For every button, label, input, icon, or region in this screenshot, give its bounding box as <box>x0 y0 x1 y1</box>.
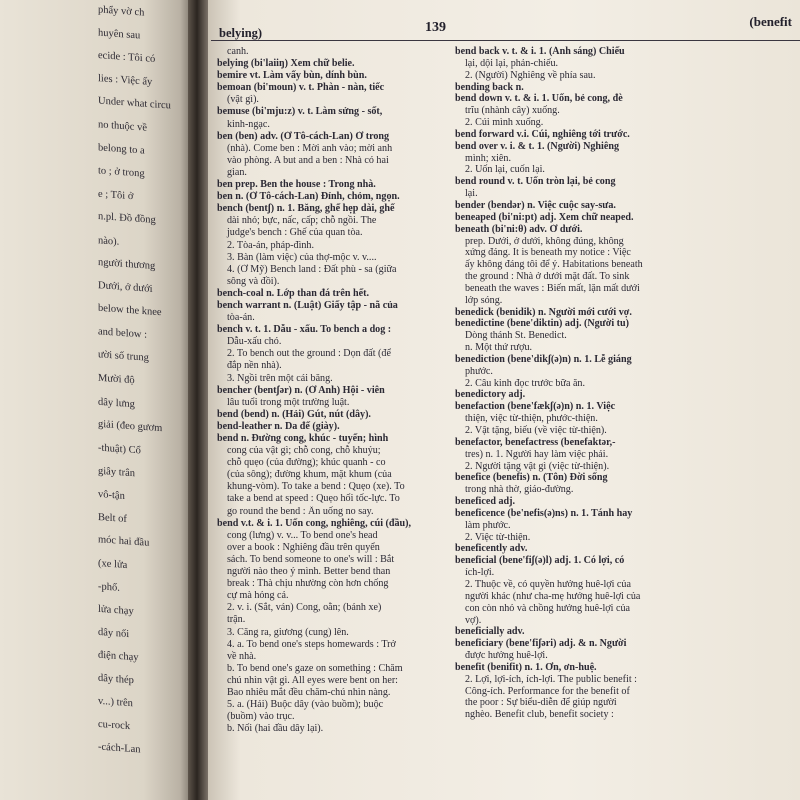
entry-definition-line: over a book : Nghiêng đầu trên quyển <box>227 541 380 553</box>
entry-definition-line: vợ). <box>465 614 482 626</box>
book-gutter <box>188 0 208 800</box>
header-rule <box>211 40 800 41</box>
entry-definition-line: ích-lợi. <box>465 567 495 579</box>
left-page-fragment: Under what circu <box>98 95 171 112</box>
entry-definition-line: take a bend at speed : Quẹo hối tốc-lực. To <box>227 493 400 505</box>
entry-headword-line: beneath (bi'ni:θ) adv. Ở dưới. <box>455 223 583 235</box>
entry-definition-line: trĩu (nhành cây) xuống. <box>465 105 560 117</box>
entry-definition-line: 2. Tòa-án, pháp-đình. <box>227 239 314 251</box>
entry-definition-line: 4. (Ở Mỹ) Bench land : Đất phù - sa (giữa <box>227 263 397 275</box>
entry-definition-line: về nhà. <box>227 650 257 662</box>
entry-definition-line: Dòng thánh St. Benedict. <box>465 330 567 342</box>
entry-definition-line: khung-vòm). To take a bend : Quẹo (xe). To <box>227 481 405 493</box>
entry-definition-line: nghèo. Benefit club, benefit society : <box>465 709 614 721</box>
entry-definition-line: ấy không đáng tôi để ý. Habitations beneath <box>465 259 643 271</box>
entry-definition-line: 3. Căng ra, giương (cung) lên. <box>227 626 349 638</box>
guide-word-left: belying) <box>219 26 263 40</box>
entry-definition-line: người khác (như cha-mẹ hưởng huê-lợi của <box>465 590 641 602</box>
entry-definition-line: chỗ quẹo (của đường); khúc quanh - co <box>227 457 386 469</box>
entry-headword-line: benefit (benifit) n. 1. Ơn, ơn-huệ. <box>455 661 597 673</box>
entry-headword-line: bend over v. i. & t. 1. (Người) Nghiêng <box>455 140 619 152</box>
entry-definition-line: Công-ích. Performance for the benefit of <box>465 685 630 697</box>
entry-definition-line: 2. v. i. (Sắt, ván) Cong, oằn; (bánh xe) <box>227 602 382 614</box>
entry-headword-line: beneficed adj. <box>455 496 515 508</box>
entry-headword-line: beneficial (bene'fiʃ(ə)l) adj. 1. Có lợi, có <box>455 555 625 567</box>
entry-headword-line: benefice (benefis) n. (Tôn) Đời sống <box>455 472 608 484</box>
entry-definition-line: cong của vật gì; chỗ cong, chỗ khuỷu; <box>227 445 381 457</box>
entry-definition-line: the ground : Nhà ở dưới mặt đất. To sink <box>465 271 630 283</box>
left-page-fragment: dây lưng <box>98 396 135 410</box>
left-page-fragment: móc hai đầu <box>98 533 150 549</box>
entry-definition-line: tres) n. 1. Người hay làm việc phải. <box>465 448 609 460</box>
left-page-fragment: -thuật) Cổ <box>98 442 141 457</box>
entry-definition-line: (buồm) vào trục. <box>227 711 295 723</box>
left-page-fragment: giải (đeo gươm <box>98 418 163 434</box>
left-page-fragment: and below : <box>98 326 147 342</box>
entry-definition-line: 3. Bàn (làm việc) của thợ-mộc v. v.... <box>227 251 377 263</box>
entry-definition-line: mình; xiên. <box>465 152 511 164</box>
entry-definition-line: sách. To bend someone to one's will : Bắt <box>227 553 395 565</box>
left-page-fragment: giây trân <box>98 465 136 479</box>
entry-definition-line: chú nhìn vật gì. All eyes were bent on her: <box>227 674 398 686</box>
entry-headword-line: bemuse (bi'mju:z) v. t. Làm sửng - sốt, <box>217 106 383 118</box>
entry-definition-line: lại, dội lại, phản-chiếu. <box>465 57 559 69</box>
entry-definition-line: trong nhà thờ, giáo-đường. <box>465 484 574 496</box>
entry-headword-line: bend down v. t. & i. 1. Uốn, bẻ cong, đè <box>455 93 623 105</box>
entry-definition-line: lớp sóng. <box>465 294 503 306</box>
entry-definition-line: làm phước. <box>465 519 511 531</box>
entry-definition-line: dài nhỏ; bực, nấc, cấp; chỗ ngồi. The <box>227 215 377 227</box>
entry-definition-line: 2. Câu kinh đọc trước bữa ăn. <box>465 377 585 389</box>
entry-definition-line: 2. Vật tặng, biếu (về việc từ-thiện). <box>465 425 607 436</box>
left-page-fragment: v...) trên <box>98 695 133 710</box>
entry-definition-line: 2. To bench out the ground : Dọn đất (để <box>227 348 391 360</box>
left-page-fragment: cu-rock <box>98 718 131 733</box>
left-page-fragment: vô-tận <box>98 488 125 502</box>
entry-headword-line: beneficence (be'nefis(ə)ns) n. 1. Tánh hay <box>455 507 633 519</box>
entry-headword-line: bend back v. t. & i. 1. (Ánh sáng) Chiếu <box>455 46 625 57</box>
entry-headword-line: bend v.t. & i. 1. Uốn cong, nghiêng, cúi (đầu), <box>217 517 412 529</box>
left-page-fragment: lửa chạy <box>98 603 134 618</box>
entry-headword-line: benefaction (bene'fækʃ(ə)n) n. 1. Việc <box>455 401 616 413</box>
entry-definition-line: (vật gì). <box>227 94 259 106</box>
entry-definition-line: xứng đáng. It is beneath my notice : Việc <box>465 247 631 259</box>
entry-definition-line: (của sông); đường khum, mặt khum (của <box>227 469 392 481</box>
entry-definition-line: lại. <box>465 188 478 200</box>
entry-headword-line: beneaped (bi'ni:pt) adj. Xem chữ neaped. <box>455 211 634 223</box>
entry-headword-line: benedictory adj. <box>455 389 526 401</box>
entry-definition-line: thiện, việc từ-thiện, phước-thiện. <box>465 413 598 425</box>
left-page-fragment: huyên sau <box>98 27 141 42</box>
left-page-fragment: (xe lửa <box>98 557 128 571</box>
left-page-fragment: dây nối <box>98 626 130 640</box>
entry-headword-line: ben (ben) adv. (Ở Tô-cách-Lan) Ở trong <box>217 130 390 142</box>
entry-definition-line: judge's bench : Ghế của quan tòa. <box>227 227 363 239</box>
entry-headword-line: bencher (bentʃər) n. (Ở Anh) Hội - viên <box>217 384 385 396</box>
entry-headword-line: bench-coal n. Lớp than đá trên hết. <box>217 287 369 299</box>
entry-definition-line: người nào theo ý mình. Better bend than <box>227 566 391 578</box>
left-page-fragment: Mười độ <box>98 373 135 387</box>
entry-definition-line: phước. <box>465 365 493 377</box>
entry-definition-line: 2. Lợi, lợi-ích, ích-lợi. The public benefit : <box>465 673 637 685</box>
entry-definition-line: con còn nhỏ và chồng hưởng huê-lợi của <box>465 602 630 614</box>
entry-headword-line: bend round v. t. Uốn tròn lại, bẻ cong <box>455 176 616 188</box>
entry-definition-line: prep. Dưới, ở dưới, không đúng, không <box>465 235 624 247</box>
left-page-fragment: -cách-Lan <box>98 741 141 756</box>
entry-definition-line: cự mà hỏng cả. <box>227 590 289 602</box>
entry-headword-line: belying (bi'laiiŋ) Xem chữ belie. <box>217 58 355 70</box>
entry-headword-line: bend n. Đường cong, khúc - tuyến; hình <box>217 433 389 444</box>
entry-definition-line: 4. a. To bend one's steps homewards : Trở <box>227 638 396 650</box>
entry-headword-line: beneficiary (bene'fiʃəri) adj. & n. Người <box>455 638 627 650</box>
left-page-fragment: Belt of <box>98 511 127 525</box>
entry-definition-line: gian. <box>227 166 247 178</box>
entry-headword-line: beneficently adv. <box>455 543 528 555</box>
left-page-fragment: ecide : Tôi có <box>98 50 156 66</box>
entry-headword-line: bend (bend) n. (Hải) Gút, nút (dây). <box>217 408 371 420</box>
entry-definition-line: đắp nền nhà). <box>227 360 282 372</box>
entry-headword-line: bench v. t. 1. Dẫu - xấu. To bench a dog : <box>217 324 392 336</box>
dictionary-page <box>205 0 800 800</box>
entry-definition-line: 3. Ngồi trên một cái băng. <box>227 372 333 384</box>
left-page-fragment: lies : Việc ấy <box>98 73 153 88</box>
entry-headword-line: bend-leather n. Da đế (giày). <box>217 420 340 432</box>
entry-definition-line: 2. Người tặng vật gì (việc từ-thiện). <box>465 460 610 472</box>
left-page-fragment: dây thép <box>98 672 134 687</box>
left-page-fragment: to ; ở trong <box>98 165 145 180</box>
entry-definition-line: Dẫu-xấu chó. <box>227 336 282 348</box>
left-page-fragment: e ; Tôi ở <box>98 188 134 203</box>
entry-definition-line: 2. Uốn lại, cuốn lại. <box>465 164 545 176</box>
entry-headword-line: beneficially adv. <box>455 626 525 638</box>
entry-headword-line: bend forward v.i. Cúi, nghiêng tới trước. <box>455 128 630 140</box>
entry-definition-line: b. To bend one's gaze on something : Chăm <box>227 662 403 674</box>
entries-column-left <box>217 46 453 735</box>
entry-headword-line: benefactor, benefactress (benefaktər,- <box>455 436 616 448</box>
entry-definition-line: beneath the waves : Biến mất, lặn mất dưới <box>465 282 640 294</box>
entry-definition-line: lâu tuổi trong một trường luật. <box>227 396 350 408</box>
entry-headword-line: bemoan (bi'moun) v. t. Phàn - nàn, tiếc <box>217 82 385 94</box>
entry-definition-line: 2. Thuộc về, có quyền hưởng huê-lợi của <box>465 578 631 590</box>
entry-definition-line: 2. Việc từ-thiện. <box>465 531 531 543</box>
left-page-fragment: belong to a <box>98 142 145 157</box>
page-number: 139 <box>425 20 446 35</box>
left-page-fragment: no thuộc về <box>98 119 147 134</box>
entry-definition-line: trận. <box>227 614 246 626</box>
entry-definition-line: tòa-án. <box>227 312 255 324</box>
entry-headword-line: bench warrant n. (Luật) Giấy tập - nã của <box>217 299 398 311</box>
left-page-fragment: n.pl. Đồ đồng <box>98 211 156 227</box>
entry-definition-line: 2. (Người) Nghiêng về phía sau. <box>465 69 596 81</box>
left-page-fragment: điện chạy <box>98 649 139 664</box>
entry-definition-line: cong (lưng) v. v... To bend one's head <box>227 529 378 541</box>
entry-definition-line: the poor : Sự biểu-diễn để giúp người <box>465 697 617 709</box>
entry-definition-line: sông và đồi). <box>227 275 280 287</box>
entry-headword-line: bender (bendər) n. Việc cuộc say-sưa. <box>455 199 616 211</box>
entry-headword-line: bending back n. <box>455 81 524 93</box>
entry-definition-line: Bao nhiêu mắt đều chăm-chú nhìn nàng. <box>227 686 391 698</box>
entry-headword-line: bench (bentʃ) n. 1. Băng, ghế hẹp dài, ghế <box>217 203 395 215</box>
entry-definition-line: vào phòng. A but and a ben : Nhà có hai <box>227 154 389 166</box>
left-page-fragment: -phố. <box>98 580 120 594</box>
entry-headword-line: benedictine (bene'diktin) adj. (Người tu) <box>455 318 629 330</box>
left-page-fragment: phẩy vờ ch <box>98 4 145 19</box>
entry-definition-line: go round the bend : Ẩn uống no say. <box>227 505 374 517</box>
left-page-fragment: người thương <box>98 257 156 273</box>
guide-word-right: (benefit <box>749 14 792 29</box>
entry-definition-line: 5. a. (Hải) Buộc dây (vào buồm); buộc <box>227 699 384 711</box>
entry-definition-line: n. Một thứ rượu. <box>465 342 533 354</box>
left-page-fragment: below the knee <box>98 303 162 319</box>
left-page-fragment: ười số trung <box>98 349 149 365</box>
entry-headword-line: benedick (benidik) n. Người mới cưới vợ. <box>455 306 632 318</box>
entry-definition-line: được hưởng huê-lợi. <box>465 650 548 662</box>
entry-definition-line: kinh-ngạc. <box>227 118 270 130</box>
entry-definition-line: (nhà). Come ben : Mời anh vào; mời anh <box>227 142 393 154</box>
entry-headword-line: ben prep. Ben the house : Trong nhà. <box>217 179 376 191</box>
entry-headword-line: ben n. (Ở Tô-cách-Lan) Đỉnh, chỏm, ngọn. <box>217 191 400 203</box>
entries-column-right <box>455 46 800 721</box>
entry-definition-line: b. Nối (hai đầu dây lại). <box>227 723 324 735</box>
entry-headword-line: benediction (bene'dikʃ(ə)n) n. 1. Lễ giáng <box>455 353 632 365</box>
entry-definition-line: canh. <box>227 46 249 57</box>
entry-headword-line: bemire vt. Làm vấy bùn, dính bùn. <box>217 70 367 82</box>
left-page-fragment: nào). <box>98 235 120 249</box>
entry-definition-line: break : Thà chịu nhường còn hơn chống <box>227 578 389 590</box>
left-page-fragment: Dưới, ở dưới <box>98 280 153 296</box>
entry-definition-line: 2. Cúi mình xuống. <box>465 117 544 129</box>
left-page-edge <box>0 0 205 800</box>
